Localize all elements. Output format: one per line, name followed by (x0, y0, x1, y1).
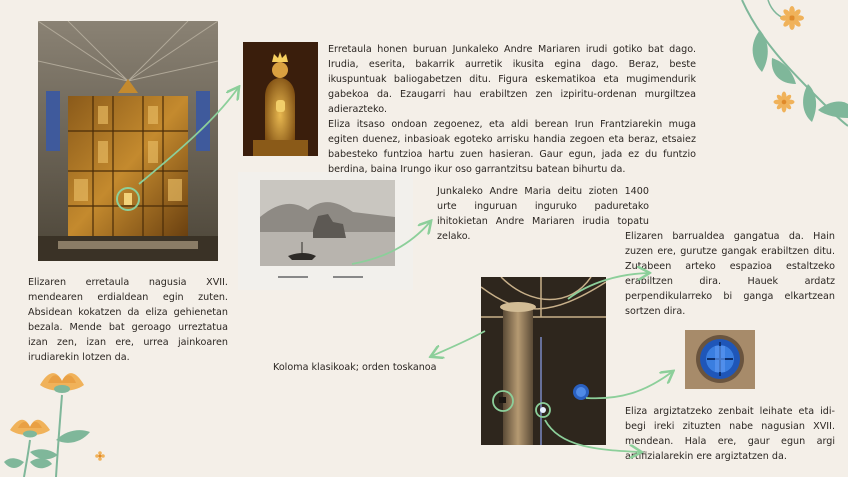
retablo-paragraph: Elizaren erretaula nagusia XVII. mendearen erdialdean egin zuten. Absidean kokatzen da eliza gehienetan bezala. Mende bat geroago urreztatua izan zen, izan ere, urrea jainkoaren irudiarekin lotzen da. (28, 277, 228, 363)
intro-paragraph (328, 42, 696, 177)
column-interior-photo (481, 277, 606, 445)
flower-icon (774, 92, 795, 113)
intro-text: Erretaula honen buruan Junkaleko Andre Mariaren irudi gotiko bat dago. Irudia, eserita, bakarrik aurretik ikusita egina dago. Beraz, beste ikuspuntuak baliogabetzen ditu. Figura eskematikoa eta mugimendurik gabekoa da. Ezaugarri hau erabiltzen zen izpiritu-ordenan murgiltzea adierazteko. (328, 44, 696, 115)
flower-icon (780, 6, 804, 30)
engraving-photo (238, 172, 413, 290)
name-origin-paragraph: Junkaleko Andre Maria deitu zioten 1400 urte inguruan inguruko paduretako ihitokietan Andre Mariaren irudia topatu zelako. (437, 186, 649, 242)
windows-paragraph: Eliza argiztatzeko zenbait leihate eta idi-begi ireki zituzten nabe nagusian XVII. mendean. Hala ere, gaur egun argi artifizialarekin ere argiztatzen da. (625, 406, 835, 462)
altarpiece-photo (38, 21, 218, 261)
arrow-icon (432, 331, 485, 356)
oculus-window-photo (685, 330, 755, 389)
bottom-left-flowers-icon (4, 373, 105, 477)
history-text: Eliza itsaso ondoan zegoenez, eta aldi berean Irun Frantziarekin muga egiten duenez, inbasioak egoteko arrisku handia zegoen eta beraz, etsaiez babesteko funtzioa hartu zuen hasieran. Gaur egun, jada ez du funtzio berdina, baina Irungo ikur oso garrantzitsu batean bihurtu da. (328, 119, 696, 175)
columns-caption: Koloma klasikoak; orden toskanoa (273, 362, 437, 373)
top-right-vine-icon (742, 0, 848, 126)
virgin-statue-photo (243, 42, 318, 156)
interior-paragraph: Elizaren barrualdea gangatua da. Hain zuzen ere, gurutze gangak erabiltzen ditu. Zutabeen arteko espazioa estaltzeko erabiltzen dira. Hauek ardatz perpendikularreko bi ganga elkartzean sortzen dira. (625, 231, 835, 317)
